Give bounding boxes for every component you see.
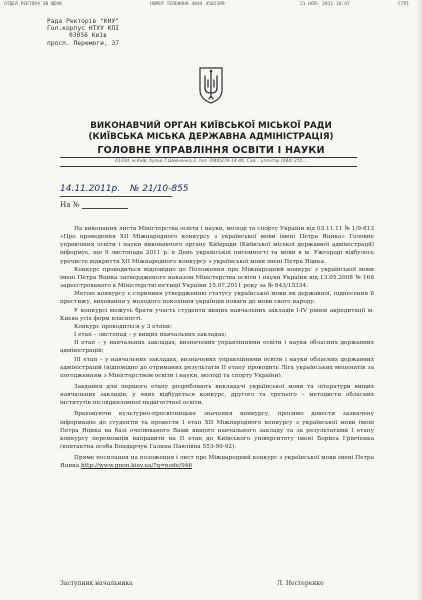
reference-prefix: На №: [60, 200, 80, 209]
registration-date: 14.11.2011р.: [60, 184, 121, 194]
coat-of-arms-emblem: [198, 66, 224, 104]
fax-phone: НОМЕР ТЕЛЕФОНА 4044 4502399: [150, 2, 225, 7]
letterhead-divider-bottom: [60, 166, 357, 167]
paragraph-3: Метою конкурсу є сприяння утвердженню статусу української мови як державної, піднесення її престижу, виховання у молодого покоління українців поваги до мови свого народу.: [60, 291, 374, 306]
fax-page: СТР1: [398, 2, 410, 7]
letterhead-divider-top: [60, 157, 357, 158]
signature-position: Заступник начальника: [60, 580, 133, 587]
paragraph-1: На виконання листа Міністерства освіти і науки, молоді та спорту України від 03.11.11 № 1/9-813 «Про проведення ХІІ Міжнародного конкурсу з української мови імені Петра Яцика» Головне управління освіти і науки виконавчого органу Київради (Київської міської державної адміністрації) інформує, що 9 листопада 2011 р. в День української писемності та мови в м. Ужгороді відбулось урочисте відкриття ХІІ Міжнародного конкурсу з української мови імені Петра Яцика.: [60, 226, 374, 265]
paragraph-11-text: Пряме посилання на положення і лист про Міжнародний конкурс з української мови імені Петра Яцика: [60, 455, 374, 470]
reference-line: [60, 200, 172, 210]
paragraph-5: Конкурс проводиться у 3 етапи:: [74, 323, 172, 330]
scan-edge-shadow: [416, 0, 422, 600]
paragraph-10: Враховуючи культурно-просвітницьке значення конкурсу, просимо довести зазначену інформацію до студентів та провести І етап ХІІ Міжнародного конкурсу з української мови імені Петра Яцика на базі очолюваного Вами вищого навчального закладу та за результатами І етапу конкурсу переможців направити на ІІ етап до Київського університету імені Бориса Грінченка (контактна особа Бондарчук Галина Павлівна 553-99-92).: [60, 411, 374, 451]
paragraph-9: Завдання для першого етапу розробляють викладачі української мови та літератури вищих навчальних закладів, у яких відбудеться конкурс, другого та третього – методисти обласних інститутів післядипломної педагогічної освіти.: [60, 383, 374, 407]
letterhead-title: ГОЛОВНЕ УПРАВЛІННЯ ОСВІТИ І НАУКИ: [97, 145, 325, 156]
fax-header: [0, 2, 422, 10]
registration-block: [60, 184, 189, 214]
letter-body: [60, 225, 374, 471]
fax-datetime: 21 НОЯ. 2011 16:47: [300, 2, 350, 7]
regulation-link[interactable]: http://www.gnon.kiev.ua/?q=node/946: [81, 463, 193, 470]
stamp-line-4: просп. Перемоги, 37: [47, 39, 120, 47]
fax-sender: ОТДЕЛ РЕКТОРА ЗВ ЩЕНК: [4, 2, 63, 7]
registration-number: № 21/10-855: [130, 184, 189, 194]
incoming-stamp: [47, 18, 129, 47]
signature-name: Л. Нестеренко: [277, 580, 324, 587]
reference-blank: [82, 200, 128, 209]
stamp-line-3: 03056 Київ: [69, 32, 107, 40]
letterhead-line-1: ВИКОНАВЧИЙ ОРГАН КИЇВСЬКОЇ МІСЬКОЇ РАДИ: [90, 121, 332, 131]
paragraph-11: [60, 454, 374, 470]
paragraph-7: ІІ етап – у навчальних закладах, визначених управліннями освіти і науки обласних державних адміністрацій;: [60, 340, 374, 355]
paragraph-8: ІІІ етап – у навчальних закладах, визначених управліннями освіти і науки обласних державних адміністрацій (відповідно до отриманих результатів ІІ етапу проводить Ліга українських меценатів за погодженням з Міністерством освіти і науки, молоді та спорту України).: [60, 356, 374, 379]
letterhead-address: 01034, м.Київ, бульв.Т.Шевченка,3, тел. (044)279-14-46, Сай... уплчтау (044) 255...: [115, 159, 307, 164]
letterhead-line-2: (КИЇВСЬКА МІСЬКА ДЕРЖАВНА АДМІНІСТРАЦІЯ): [88, 132, 334, 142]
stamp-line-1: Рада Ректорів "КНУ": [47, 18, 120, 25]
paragraph-6: І етап – листопад – у вищих навчальних закладах;: [74, 332, 227, 339]
paragraph-2: Конкурс проводиться відповідно до Положення про Міжнародний конкурс з української мови імені Петра Яцика затвердженого наказом Міністерства освіти і науки України від 13.05.2008 № 168 зареєстрованого в Міністерстві юстиції України 15.07.2011 року за № 643/15334.: [60, 266, 374, 290]
paragraph-4: У конкурсі можуть брати участь студенти вищих навчальних закладів І-ІV рівнів акредитації м. Києва усіх форм власності.: [60, 307, 374, 322]
stamp-line-2: Гол.корпус НТУУ КПІ: [47, 25, 120, 33]
